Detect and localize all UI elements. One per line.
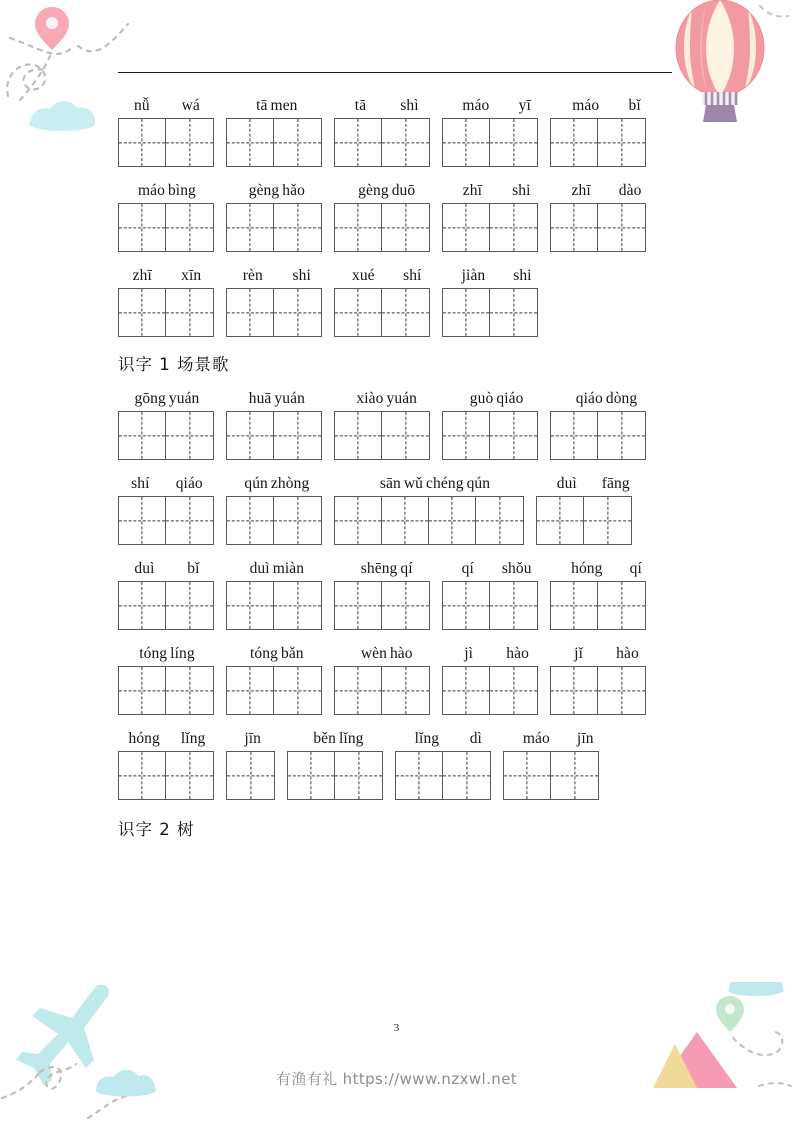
pinyin-group bbox=[338, 181, 436, 203]
top-divider-rule bbox=[118, 72, 672, 73]
footer-credit: 有渔有礼 https://www.nzxwl.net bbox=[275, 1070, 518, 1088]
pinyin-syllable: yuán bbox=[168, 390, 200, 407]
pinyin-syllable: qiáo bbox=[575, 390, 603, 407]
pinyin-syllable: wǔ bbox=[403, 475, 424, 492]
pinyin-syllable: běn bbox=[313, 730, 337, 747]
pinyin-group bbox=[118, 181, 216, 203]
pinyin-group bbox=[228, 559, 326, 581]
writing-grid-cell[interactable] bbox=[227, 497, 274, 544]
pinyin-group bbox=[338, 559, 436, 581]
pinyin-syllable: chéng bbox=[426, 475, 464, 492]
writing-grid-cell[interactable] bbox=[551, 752, 598, 799]
pinyin-syllable: gōng bbox=[134, 390, 166, 407]
pinyin-syllable: tā bbox=[354, 97, 367, 114]
writing-grid-cell[interactable] bbox=[119, 667, 166, 714]
pinyin-syllable: qiáo bbox=[496, 390, 524, 407]
pinyin-group bbox=[228, 181, 326, 203]
pinyin-syllable: duō bbox=[391, 182, 416, 199]
section-title-two: 识字 2 树 bbox=[118, 820, 195, 839]
writing-grid-cell[interactable] bbox=[490, 204, 537, 251]
writing-grid-group[interactable] bbox=[334, 496, 524, 545]
pinyin-row bbox=[118, 725, 793, 751]
pinyin-group bbox=[118, 266, 216, 288]
pinyin-group bbox=[558, 96, 656, 118]
pinyin-row bbox=[118, 262, 793, 288]
pinyin-syllable: jì bbox=[464, 645, 474, 662]
writing-grid-cell[interactable] bbox=[119, 412, 166, 459]
writing-grid-cell[interactable] bbox=[490, 289, 537, 336]
writing-grid-cell[interactable] bbox=[335, 412, 382, 459]
writing-grid-cell[interactable] bbox=[274, 412, 321, 459]
writing-grid-group[interactable] bbox=[334, 288, 430, 337]
exercise-row bbox=[0, 555, 793, 630]
writing-grid-group[interactable] bbox=[118, 496, 214, 545]
pinyin-group bbox=[118, 644, 216, 666]
pinyin-syllable: hǎo bbox=[282, 182, 305, 199]
pinyin-syllable: fāng bbox=[601, 475, 630, 492]
writing-grid-cell[interactable] bbox=[598, 204, 645, 251]
pinyin-syllable: bìng bbox=[167, 182, 196, 199]
pinyin-row bbox=[118, 470, 793, 496]
pinyin-syllable: zhī bbox=[132, 267, 152, 284]
pinyin-syllable: shi bbox=[512, 182, 531, 199]
pinyin-syllable: duì bbox=[134, 560, 155, 577]
exercise-row bbox=[0, 725, 793, 800]
writing-grid-group[interactable] bbox=[550, 203, 646, 252]
writing-grid-cell[interactable] bbox=[382, 412, 429, 459]
pinyin-group bbox=[509, 729, 607, 751]
writing-grid-cell[interactable] bbox=[227, 752, 274, 799]
pinyin-syllable: yī bbox=[518, 97, 531, 114]
writing-grid-group[interactable] bbox=[334, 118, 430, 167]
writing-grid-cell[interactable] bbox=[382, 289, 429, 336]
writing-grid-group[interactable] bbox=[442, 288, 538, 337]
writing-grid-cell[interactable] bbox=[382, 582, 429, 629]
writing-grid-group[interactable] bbox=[118, 288, 214, 337]
writing-grid-group[interactable] bbox=[334, 411, 430, 460]
writing-grid-cell[interactable] bbox=[443, 204, 490, 251]
pinyin-syllable: men bbox=[270, 97, 298, 114]
writing-grid-group[interactable] bbox=[226, 411, 322, 460]
writing-grid-cell[interactable] bbox=[119, 119, 166, 166]
writing-grid-group[interactable] bbox=[226, 118, 322, 167]
grid-row bbox=[118, 118, 793, 167]
exercise-row bbox=[0, 385, 793, 460]
writing-grid-cell[interactable] bbox=[166, 412, 213, 459]
writing-grid-group[interactable] bbox=[334, 581, 430, 630]
pinyin-syllable: lǐng bbox=[180, 730, 206, 747]
pinyin-syllable: zhī bbox=[571, 182, 591, 199]
pinyin-group bbox=[558, 644, 656, 666]
pinyin-syllable: qún bbox=[466, 475, 491, 492]
writing-grid-group[interactable] bbox=[442, 581, 538, 630]
pinyin-group bbox=[558, 181, 656, 203]
pinyin-syllable: máo bbox=[522, 730, 550, 747]
pinyin-syllable: qún bbox=[244, 475, 268, 492]
pinyin-syllable: shi bbox=[292, 267, 311, 284]
pinyin-syllable: shǒu bbox=[501, 560, 532, 577]
pinyin-syllable: hóng bbox=[571, 560, 603, 577]
pinyin-group bbox=[118, 729, 216, 751]
grid-row bbox=[118, 496, 793, 545]
pinyin-row bbox=[118, 385, 793, 411]
pinyin-syllable: zhī bbox=[462, 182, 482, 199]
pinyin-syllable: lǐng bbox=[414, 730, 440, 747]
exercise-row bbox=[0, 640, 793, 715]
grid-row bbox=[118, 581, 793, 630]
exercise-row bbox=[0, 177, 793, 252]
pinyin-group bbox=[118, 474, 216, 496]
writing-grid-cell[interactable] bbox=[166, 667, 213, 714]
writing-grid-group[interactable] bbox=[226, 288, 322, 337]
pinyin-group bbox=[118, 96, 216, 118]
pinyin-row bbox=[118, 177, 793, 203]
pinyin-syllable: zhòng bbox=[270, 475, 310, 492]
writing-grid-cell[interactable] bbox=[166, 204, 213, 251]
writing-grid-group[interactable] bbox=[118, 666, 214, 715]
writing-grid-group[interactable] bbox=[118, 581, 214, 630]
writing-grid-cell[interactable] bbox=[119, 497, 166, 544]
writing-grid-cell[interactable] bbox=[335, 582, 382, 629]
writing-grid-cell[interactable] bbox=[382, 119, 429, 166]
pinyin-group bbox=[338, 644, 436, 666]
writing-grid-cell[interactable] bbox=[274, 497, 321, 544]
writing-grid-cell[interactable] bbox=[166, 119, 213, 166]
pinyin-group bbox=[448, 559, 546, 581]
writing-grid-cell[interactable] bbox=[382, 667, 429, 714]
pinyin-syllable: máo bbox=[462, 97, 490, 114]
writing-grid-cell[interactable] bbox=[227, 582, 274, 629]
writing-grid-cell[interactable] bbox=[335, 497, 382, 544]
pinyin-syllable: jǐ bbox=[574, 645, 583, 662]
writing-grid-group[interactable] bbox=[395, 751, 491, 800]
writing-grid-group[interactable] bbox=[226, 666, 322, 715]
pinyin-group bbox=[228, 96, 326, 118]
writing-grid-cell[interactable] bbox=[166, 497, 213, 544]
exercise-section-one bbox=[0, 92, 793, 337]
pinyin-syllable: duì bbox=[556, 475, 577, 492]
pinyin-group bbox=[338, 96, 436, 118]
writing-grid-cell[interactable] bbox=[490, 412, 537, 459]
grid-row bbox=[118, 751, 793, 800]
writing-grid-cell[interactable] bbox=[335, 667, 382, 714]
pinyin-syllable: nǚ bbox=[133, 97, 150, 114]
pinyin-row bbox=[118, 92, 793, 118]
pinyin-syllable: xué bbox=[351, 267, 375, 284]
pinyin-group bbox=[399, 729, 497, 751]
pinyin-syllable: qí bbox=[461, 560, 474, 577]
writing-grid-group[interactable] bbox=[442, 118, 538, 167]
writing-grid-cell[interactable] bbox=[227, 204, 274, 251]
writing-grid-group[interactable] bbox=[536, 496, 632, 545]
writing-grid-group[interactable] bbox=[287, 751, 383, 800]
writing-grid-cell[interactable] bbox=[288, 752, 335, 799]
pinyin-syllable: shi bbox=[513, 267, 532, 284]
pinyin-group bbox=[228, 729, 278, 751]
section-title-one: 识字 1 场景歌 bbox=[118, 355, 230, 374]
writing-grid-cell[interactable] bbox=[598, 412, 645, 459]
writing-grid-cell[interactable] bbox=[443, 667, 490, 714]
writing-grid-cell[interactable] bbox=[274, 667, 321, 714]
pinyin-group bbox=[228, 389, 326, 411]
writing-grid-cell[interactable] bbox=[335, 119, 382, 166]
writing-grid-cell[interactable] bbox=[504, 752, 551, 799]
pinyin-row bbox=[118, 555, 793, 581]
writing-grid-group[interactable] bbox=[226, 581, 322, 630]
exercise-row bbox=[0, 92, 793, 167]
writing-grid-cell[interactable] bbox=[490, 667, 537, 714]
writing-grid-cell[interactable] bbox=[274, 204, 321, 251]
pinyin-syllable: jiàn bbox=[461, 267, 486, 284]
writing-grid-cell[interactable] bbox=[551, 412, 598, 459]
writing-grid-cell[interactable] bbox=[166, 752, 213, 799]
writing-grid-cell[interactable] bbox=[119, 204, 166, 251]
pinyin-group bbox=[558, 389, 656, 411]
writing-grid-cell[interactable] bbox=[274, 289, 321, 336]
writing-grid-cell[interactable] bbox=[382, 497, 429, 544]
pinyin-syllable: gèng bbox=[358, 182, 389, 199]
pinyin-syllable: shí bbox=[131, 475, 150, 492]
writing-grid-cell[interactable] bbox=[227, 289, 274, 336]
pinyin-syllable: dì bbox=[469, 730, 482, 747]
pinyin-syllable: shì bbox=[400, 97, 419, 114]
pinyin-syllable: huā bbox=[248, 390, 272, 407]
pinyin-syllable: bǐ bbox=[628, 97, 641, 114]
page-number: 3 bbox=[393, 1022, 400, 1034]
writing-grid-cell[interactable] bbox=[274, 119, 321, 166]
exercise-row bbox=[0, 470, 793, 545]
writing-grid-cell[interactable] bbox=[166, 582, 213, 629]
writing-grid-group[interactable] bbox=[550, 581, 646, 630]
writing-grid-cell[interactable] bbox=[490, 119, 537, 166]
writing-grid-cell[interactable] bbox=[429, 497, 476, 544]
pinyin-syllable: jīn bbox=[576, 730, 594, 747]
pinyin-syllable: duì bbox=[249, 560, 270, 577]
writing-grid-cell[interactable] bbox=[119, 752, 166, 799]
pinyin-syllable: máo bbox=[572, 97, 600, 114]
writing-grid-group[interactable] bbox=[118, 203, 214, 252]
writing-grid-group[interactable] bbox=[226, 751, 275, 800]
writing-grid-cell[interactable] bbox=[274, 582, 321, 629]
pinyin-group bbox=[448, 181, 546, 203]
pinyin-group bbox=[338, 266, 436, 288]
pinyin-syllable: dào bbox=[618, 182, 642, 199]
writing-grid-cell[interactable] bbox=[443, 412, 490, 459]
writing-grid-group[interactable] bbox=[550, 411, 646, 460]
writing-grid-cell[interactable] bbox=[382, 204, 429, 251]
pinyin-syllable: hào bbox=[506, 645, 529, 662]
writing-grid-cell[interactable] bbox=[443, 752, 490, 799]
pinyin-syllable: qí bbox=[400, 560, 413, 577]
exercise-row bbox=[0, 262, 793, 337]
writing-grid-cell[interactable] bbox=[598, 667, 645, 714]
pinyin-syllable: yuán bbox=[386, 390, 418, 407]
pinyin-syllable: qiáo bbox=[175, 475, 203, 492]
writing-grid-cell[interactable] bbox=[598, 119, 645, 166]
pinyin-group bbox=[448, 644, 546, 666]
pinyin-syllable: wá bbox=[181, 97, 200, 114]
grid-row bbox=[118, 288, 793, 337]
pinyin-syllable: líng bbox=[170, 645, 195, 662]
writing-grid-cell[interactable] bbox=[443, 582, 490, 629]
writing-grid-group[interactable] bbox=[118, 118, 214, 167]
writing-grid-cell[interactable] bbox=[335, 204, 382, 251]
pinyin-syllable: bǐ bbox=[187, 560, 200, 577]
pinyin-syllable: yuán bbox=[274, 390, 305, 407]
pinyin-syllable: dòng bbox=[605, 390, 638, 407]
writing-grid-group[interactable] bbox=[503, 751, 599, 800]
writing-grid-cell[interactable] bbox=[551, 582, 598, 629]
pinyin-syllable: tā bbox=[256, 97, 268, 114]
writing-grid-group[interactable] bbox=[442, 411, 538, 460]
pinyin-group bbox=[448, 266, 546, 288]
writing-grid-cell[interactable] bbox=[443, 289, 490, 336]
writing-grid-cell[interactable] bbox=[166, 289, 213, 336]
pinyin-group bbox=[448, 96, 546, 118]
pinyin-syllable: hào bbox=[389, 645, 413, 662]
writing-grid-cell[interactable] bbox=[227, 667, 274, 714]
pinyin-syllable: máo bbox=[137, 182, 165, 199]
pinyin-syllable: jīn bbox=[244, 730, 262, 747]
pinyin-group bbox=[118, 559, 216, 581]
pinyin-syllable: qí bbox=[629, 560, 642, 577]
writing-grid-group[interactable] bbox=[442, 666, 538, 715]
pinyin-group bbox=[544, 474, 642, 496]
writing-grid-cell[interactable] bbox=[227, 119, 274, 166]
pinyin-syllable: wèn bbox=[360, 645, 387, 662]
pinyin-group bbox=[448, 389, 546, 411]
pinyin-syllable: lǐng bbox=[339, 730, 364, 747]
writing-grid-cell[interactable] bbox=[443, 119, 490, 166]
writing-grid-group[interactable] bbox=[118, 411, 214, 460]
pinyin-group bbox=[118, 389, 216, 411]
grid-row bbox=[118, 666, 793, 715]
writing-grid-group[interactable] bbox=[550, 666, 646, 715]
writing-grid-cell[interactable] bbox=[551, 119, 598, 166]
pinyin-syllable: hóng bbox=[128, 730, 160, 747]
pinyin-syllable: hào bbox=[616, 645, 639, 662]
pinyin-group bbox=[289, 729, 387, 751]
pinyin-group bbox=[228, 644, 326, 666]
writing-grid-cell[interactable] bbox=[119, 582, 166, 629]
writing-grid-cell[interactable] bbox=[335, 289, 382, 336]
writing-grid-group[interactable] bbox=[334, 666, 430, 715]
pinyin-syllable: miàn bbox=[272, 560, 305, 577]
writing-grid-group[interactable] bbox=[118, 751, 214, 800]
pinyin-syllable: tóng bbox=[139, 645, 168, 662]
pinyin-syllable: xīn bbox=[181, 267, 202, 284]
pinyin-syllable: guò bbox=[469, 390, 494, 407]
pinyin-syllable: gèng bbox=[248, 182, 280, 199]
pinyin-row bbox=[118, 640, 793, 666]
writing-grid-group[interactable] bbox=[226, 203, 322, 252]
pinyin-group bbox=[558, 559, 656, 581]
writing-grid-cell[interactable] bbox=[551, 667, 598, 714]
pinyin-group bbox=[338, 389, 436, 411]
writing-grid-cell[interactable] bbox=[584, 497, 631, 544]
pinyin-syllable: tóng bbox=[250, 645, 278, 662]
worksheet-body bbox=[0, 92, 793, 850]
writing-grid-group[interactable] bbox=[226, 496, 322, 545]
exercise-section-two bbox=[0, 385, 793, 800]
pinyin-syllable: shēng bbox=[360, 560, 398, 577]
pinyin-group bbox=[228, 474, 326, 496]
writing-grid-cell[interactable] bbox=[119, 289, 166, 336]
pinyin-group bbox=[338, 474, 533, 496]
writing-grid-cell[interactable] bbox=[335, 752, 382, 799]
grid-row bbox=[118, 203, 793, 252]
writing-grid-cell[interactable] bbox=[490, 582, 537, 629]
pinyin-syllable: sān bbox=[379, 475, 401, 492]
writing-grid-cell[interactable] bbox=[396, 752, 443, 799]
pinyin-syllable: bǎn bbox=[280, 645, 304, 662]
writing-grid-group[interactable] bbox=[550, 118, 646, 167]
pinyin-group bbox=[228, 266, 326, 288]
writing-grid-cell[interactable] bbox=[537, 497, 584, 544]
writing-grid-cell[interactable] bbox=[551, 204, 598, 251]
writing-grid-group[interactable] bbox=[334, 203, 430, 252]
writing-grid-cell[interactable] bbox=[476, 497, 523, 544]
writing-grid-group[interactable] bbox=[442, 203, 538, 252]
writing-grid-cell[interactable] bbox=[227, 412, 274, 459]
writing-grid-cell[interactable] bbox=[598, 582, 645, 629]
pinyin-syllable: rèn bbox=[242, 267, 263, 284]
pinyin-syllable: shí bbox=[403, 267, 422, 284]
pinyin-syllable: xiào bbox=[356, 390, 384, 407]
grid-row bbox=[118, 411, 793, 460]
